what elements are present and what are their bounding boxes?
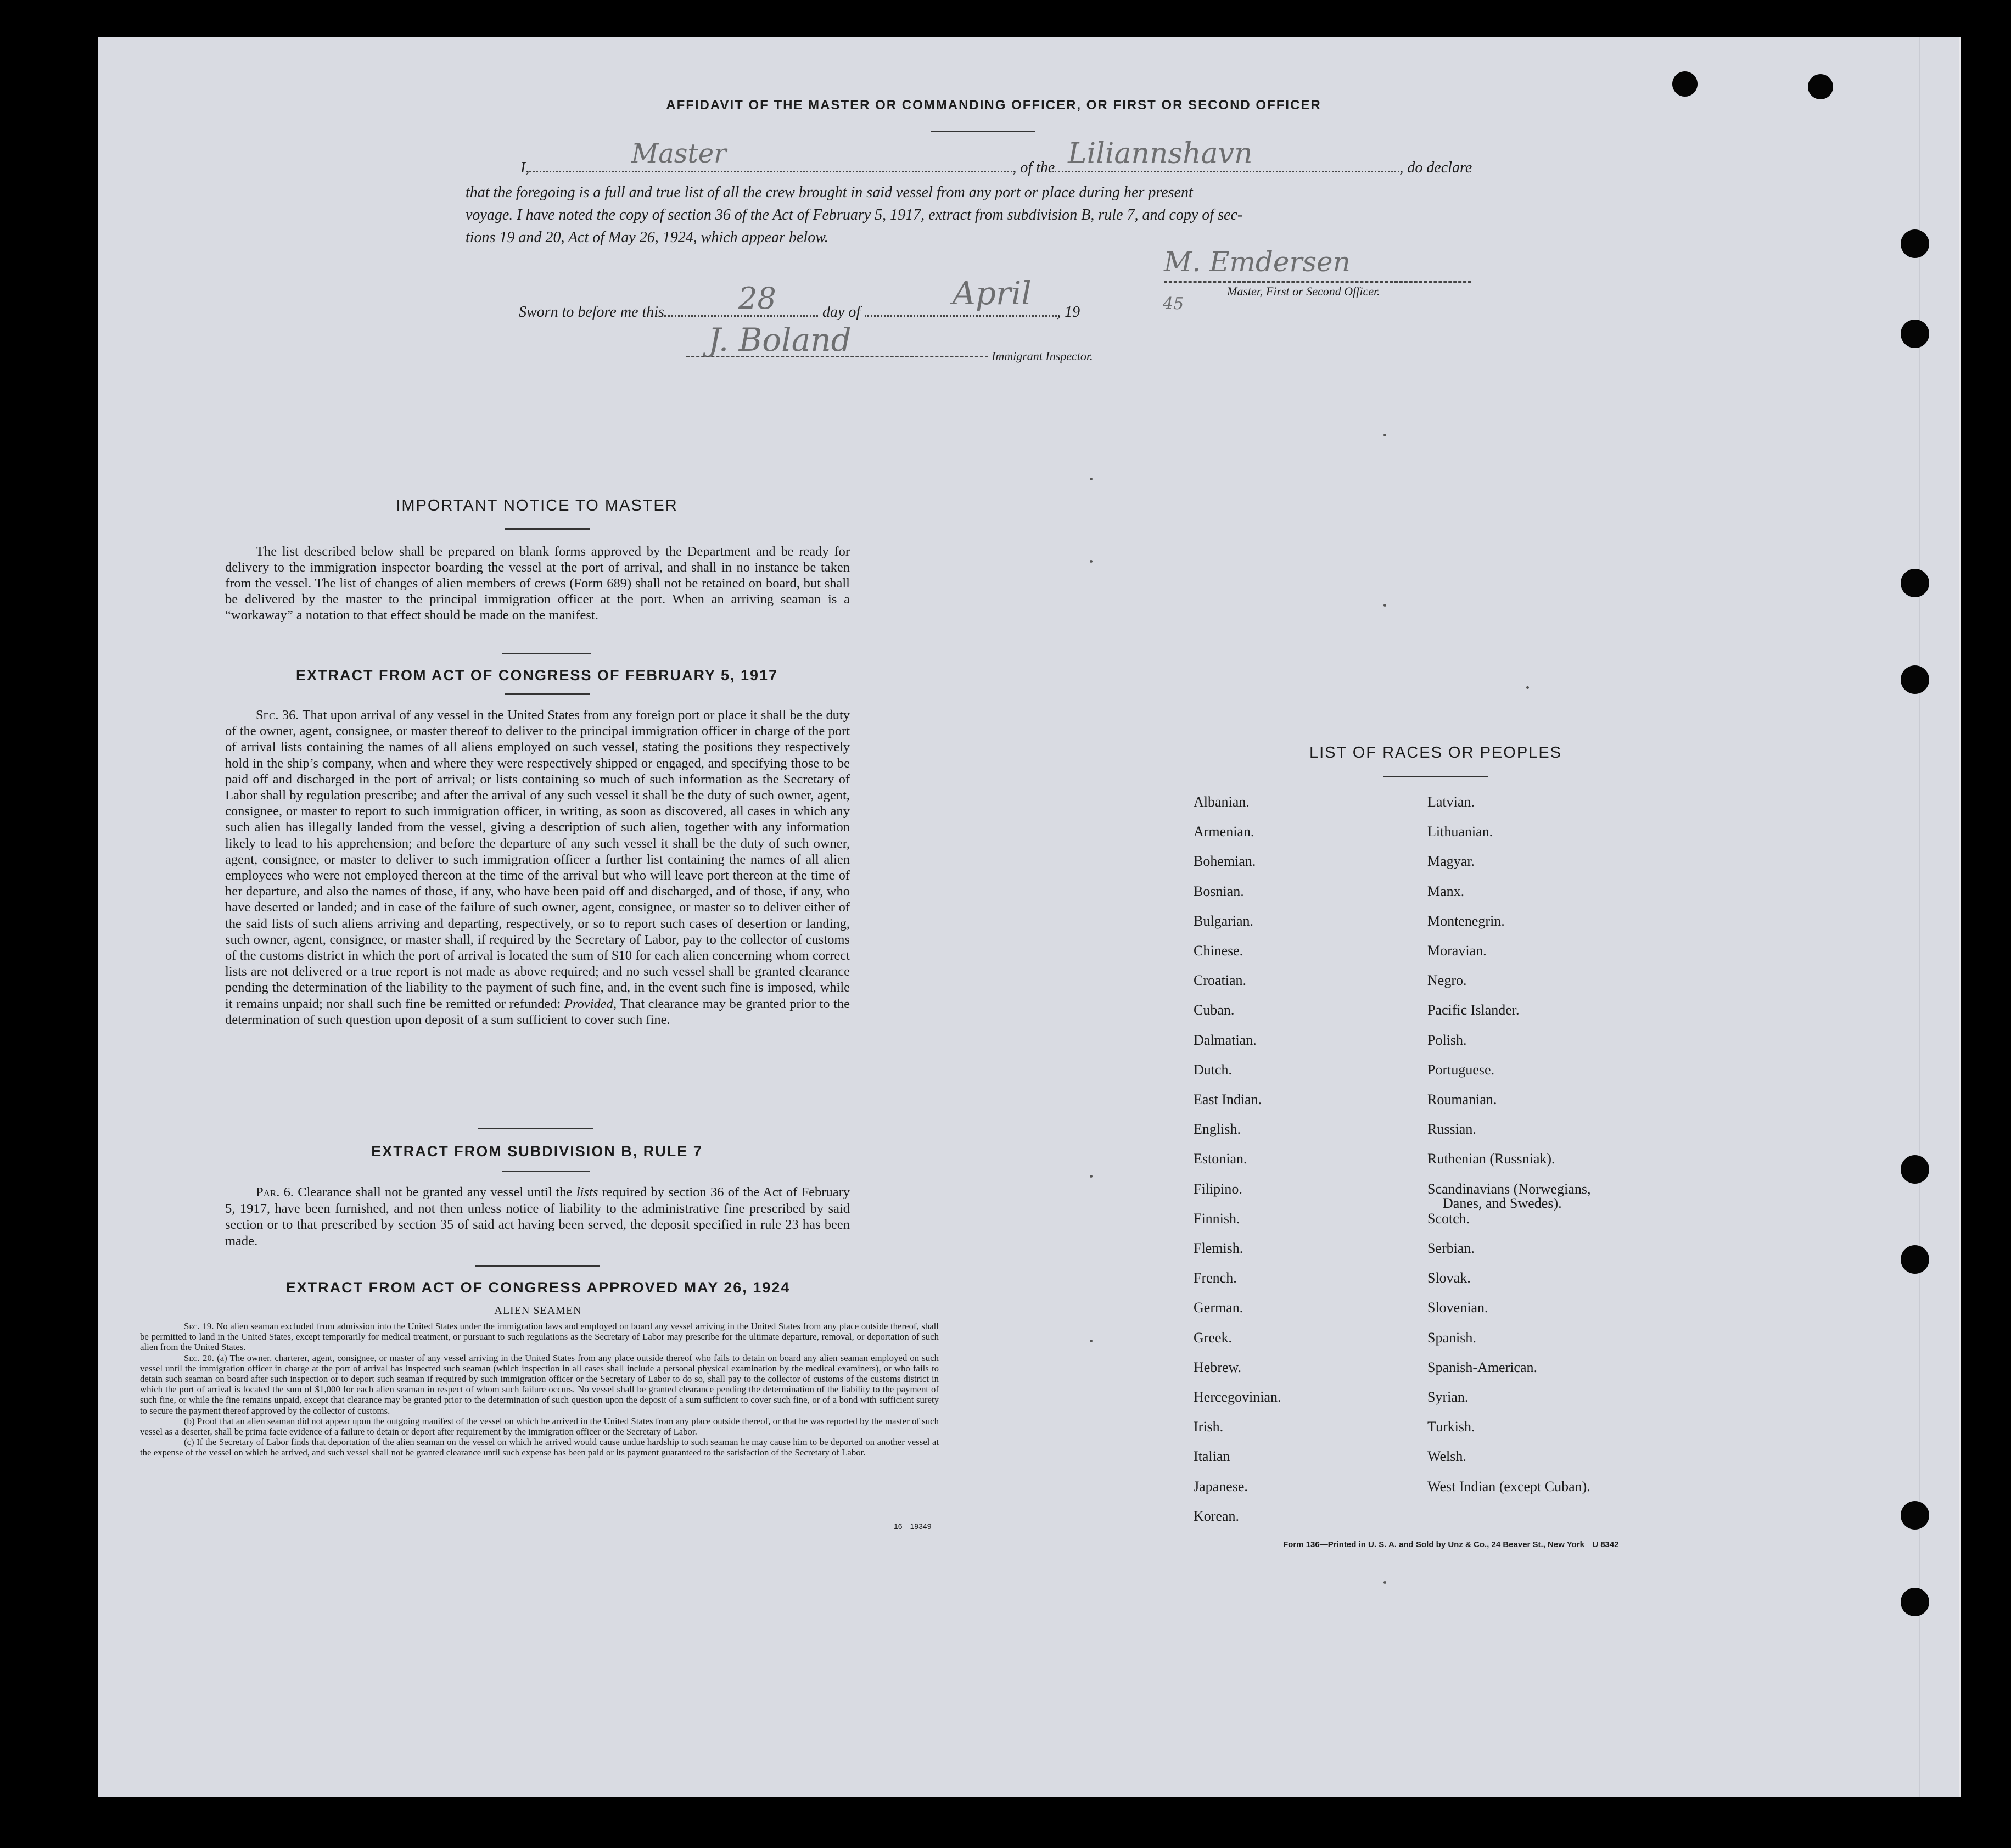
race-item: French. [1194,1270,1237,1286]
punch-hole [1901,1588,1929,1616]
race-item: Croatian. [1194,972,1247,989]
race-item: Bohemian. [1194,853,1256,870]
scan-speck [1383,604,1386,607]
race-item: Magyar. [1427,853,1475,870]
sec-20a-text: (a) The owner, charterer, agent, consignee, or master of any vessel arriving in the United States from any place outside thereof who fails to detain on board any alien seaman employed on such vessel until the immigration officer in charge at the port of arrival has inspected such seaman (which inspection in all cases shall include a personal physical examination by the medical examiners), or who fails to detain such seaman on board after such inspection or to deport such seaman if required by such immigration officer or the Secretary of Labor to do so, shall pay to the collector of customs of the customs district in which the port of arrival is located the sum of $1,000 for each alien seaman in respect of whom such failure occurs. No vessel shall be granted clearance pending the determination of the liability to the payment of such fine, or while the fine remains unpaid, except that clearance may be granted prior to the determination of such question upon the deposit of a sum sufficient to cover such fine, or of a bond with sufficient surety to secure the payment thereof approved by the collector of customs. [140,1352,939,1416]
race-item: Montenegrin. [1427,912,1505,929]
race-item: West Indian (except Cuban). [1427,1478,1590,1494]
race-item: Finnish. [1194,1210,1240,1227]
race-item: Cuban. [1194,1002,1235,1018]
affidavit-declare: , do declare [1399,159,1472,176]
officer-signature-line [1164,281,1471,283]
race-item: Chinese. [1194,943,1243,959]
notice-title: IMPORTANT NOTICE TO MASTER [396,497,678,514]
scan-speck [1090,560,1093,563]
race-item: Portuguese. [1427,1061,1495,1078]
race-item: Dalmatian. [1194,1032,1257,1048]
month-blank [865,315,1057,317]
imprint-footer [1283,1540,1619,1549]
race-item: Serbian. [1427,1240,1475,1256]
name-blank [529,171,1012,172]
scan-speck [1526,686,1529,689]
print-code: 16—19349 [894,1522,932,1531]
race-item: Pacific Islander. [1427,1002,1520,1018]
race-item: Albanian. [1194,794,1250,810]
punch-hole [1901,1245,1929,1274]
provided-word: Provided, [564,996,617,1011]
sec-19-paragraph [140,1321,939,1353]
affidavit-title: AFFIDAVIT OF THE MASTER OR COMMANDING OFFICER, OR FIRST OR SECOND OFFICER [666,98,1321,113]
race-item: Japanese. [1194,1478,1248,1494]
handwritten-month: April [953,275,1032,312]
scan-speck [1383,1581,1386,1584]
sec-20c-text: (c) If the Secretary of Labor finds that deportation of the alien seaman on the vessel on which he arrived would cause undue hardship to such seaman he may cause him to be deported on another vessel at the expense of the vessel on which he arrived, and such vessel shall not be granted clearance until such expense has been paid or its payment guaranteed to the satisfaction of the Secretary of Labor. [140,1437,939,1458]
lists-word: lists [576,1185,598,1200]
handwritten-day: 28 [738,281,776,316]
extract-1924-body [140,1321,939,1458]
race-item: Irish. [1194,1419,1224,1435]
punch-hole [1901,569,1929,597]
race-item: Roumanian. [1427,1091,1497,1107]
scan-speck [1383,434,1386,436]
race-item: Negro. [1427,972,1467,989]
sec-36-text-end: That clearance may be granted prior to the determination of such question upon deposit of a sum sufficient to cover such fine. [225,996,850,1027]
races-rule [1383,776,1488,777]
punch-hole [1901,1155,1929,1184]
divider-3 [475,1265,600,1267]
race-item: Lithuanian. [1427,824,1493,840]
handwritten-master-name: Master [631,138,727,169]
sec-36-label: Sec. 36. [256,708,299,723]
notice-rule [505,528,590,530]
race-item: Turkish. [1427,1419,1475,1435]
race-item: Korean. [1194,1508,1240,1524]
affidavit-i: I, [520,159,530,176]
race-item: Moravian. [1427,943,1487,959]
rule-7-body [225,1184,850,1249]
affidavit-line-4: tions 19 and 20, Act of May 26, 1924, which appear below. [466,229,828,246]
sec-19-text: No alien seaman excluded from admission into the United States under the immigration laws and employed on board any vessel arriving in the United States from any place outside thereof, shall be permitted to land in the United States, except temporarily for medical treatment, or pursuant to such regulations as the Secretary of Labor may prescribe for the ultimate departure, removal, or deportation of such alien from the United States. [140,1321,939,1353]
race-item: Manx. [1427,883,1465,899]
race-item: Scandinavians (Norwegians, [1427,1180,1591,1197]
handwritten-officer-signature: M. Emdersen [1164,246,1351,278]
title-rule [931,131,1035,132]
race-item: Polish. [1427,1032,1467,1048]
race-item: Syrian. [1427,1389,1469,1405]
affidavit-line-3: voyage. I have noted the copy of section 36 of the Act of February 5, 1917, extract from subdivision B, rule 7, and copy of sec- [466,206,1243,223]
extract-1917-title: EXTRACT FROM ACT OF CONGRESS OF FEBRUARY 5, 1917 [295,667,778,684]
affidavit-line-2: that the foregoing is a full and true list of all the crew brought in said vessel from any port or place during her present [466,184,1193,201]
punch-hole [1901,320,1929,348]
notice-body: The list described below shall be prepared on blank forms approved by the Department and be ready for delivery to the immigration inspector boarding the vessel at the port of arrival, and shall in no instance be taken from the vessel. The list of changes of alien members of crews (Form 689) shall not be retained on board, but shall be delivered by the master to the principal immigration officer at the port. When an arriving seaman is a “workaway” a notation to that effect should be made on the manifest. [225,544,850,623]
inspector-caption: Immigrant Inspector. [992,349,1093,363]
race-item: Bosnian. [1194,883,1244,899]
race-item: Flemish. [1194,1240,1243,1256]
races-title: LIST OF RACES OR PEOPLES [1309,744,1562,761]
race-item: Ruthenian (Russniak). [1427,1151,1555,1167]
extract-1917-body [225,707,850,1028]
race-item: German. [1194,1300,1243,1316]
race-item: Dutch. [1194,1061,1233,1078]
race-item: English. [1194,1121,1241,1138]
rule-7-text-a: Clearance shall not be granted any vessel until the [298,1185,573,1200]
scan-speck [1090,478,1093,480]
divider-2 [478,1128,593,1129]
punch-hole [1901,229,1929,258]
sec-19-label: Sec. 19. [184,1321,214,1331]
race-item: Danes, and Swedes). [1443,1195,1562,1211]
officer-caption: Master, First or Second Officer. [1227,284,1380,298]
sec-20b-text: (b) Proof that an alien seaman did not appear upon the outgoing manifest of the vessel on which he arrived in the United States from any place outside thereof, or that he was reported by the master of such vessel as a deserter, shall be prima facie evidence of a failure to detain or deport after requirement by the immigration officer or the Secretary of Labor. [140,1415,939,1437]
race-item: Filipino. [1194,1180,1242,1197]
race-item: Latvian. [1427,794,1475,810]
year-prefix: , 19 [1057,304,1080,321]
scan-speck [1090,1340,1093,1342]
divider-1 [502,653,591,654]
imprint-code: U 8342 [1592,1540,1619,1549]
race-item: Armenian. [1194,824,1254,840]
race-item: Hebrew. [1194,1359,1242,1375]
sec-36-text: That upon arrival of any vessel in the United States from any foreign port or place it shall be the duty of the owner, agent, consignee, or master thereof to deliver to the principal immigration officer in charge of the port of arrival lists containing the names of all aliens employed on such vessel, stating the positions they respectively hold in the ship’s company, when and where they were respectively shipped or engaged, and specifying those to be paid off and discharged in the port of arrival; or lists containing so much of such information as the Secretary of Labor shall by regulation prescribe; and after the arrival of any such vessel it shall be the duty of such owner, agent, consignee, or master to report to such immigration officer, in writing, as soon as discovered, all cases in which any such alien has illegally landed from the vessel, giving a description of such alien, together with any information likely to lead to his apprehension; and before the departure of any such vessel it shall be the duty of such owner, agent, consignee, or master to deliver to such immigration officer a further list containing the names of all alien employees who were not employed thereon at the time of the arrival but who will leave port thereon at the time of her departure, and also the names of those, if any, who have been paid off and discharged, and of those, if any, who have deserted or landed; and in case of the failure of such owner, agent, consignee, or master so to deliver either of the said lists of such aliens arriving and departing, respectively, or so to report such cases of desertion or landing, such owner, agent, consignee, or master shall, if required by the Secretary of Labor, pay to the collector of customs of the customs district in which the port of arrival is located the sum of $10 for each alien concerning whom correct lists are not delivered or a true report is not made as above required; and no such vessel shall be granted clearance pending the determination of the liability to the payment of such fine, and, in the event such fine is imposed, while it remains unpaid; nor shall such fine be remitted or refunded: [225,708,850,1011]
race-item: Slovak. [1427,1270,1471,1286]
handwritten-year: 45 [1163,294,1184,313]
extract-1924-title: EXTRACT FROM ACT OF CONGRESS APPROVED MAY 26, 1924 [285,1279,791,1296]
race-item: Italian [1194,1448,1230,1465]
day-of: day of [822,304,861,321]
race-item: Bulgarian. [1194,912,1254,929]
punch-hole [1901,1501,1929,1530]
vessel-blank [1055,171,1399,172]
sec-20a-paragraph [140,1353,939,1416]
imprint-text: Form 136—Printed in U. S. A. and Sold by Unz & Co., 24 Beaver St., New York [1283,1540,1585,1549]
race-item: Spanish-American. [1427,1359,1538,1375]
handwritten-inspector-signature: J. Boland [708,321,852,359]
handwritten-vessel-name: Liliannshavn [1068,137,1253,170]
race-item: Russian. [1427,1121,1476,1138]
race-item: Greek. [1194,1329,1233,1346]
page-edge [1919,37,1920,1797]
race-item: Hercegovinian. [1194,1389,1281,1405]
race-item: Welsh. [1427,1448,1466,1465]
rule-7-title: EXTRACT FROM SUBDIVISION B, RULE 7 [371,1143,703,1160]
sworn-prefix: Sworn to before me this [519,304,664,321]
race-item: Spanish. [1427,1329,1476,1346]
race-item: Estonian. [1194,1151,1247,1167]
scan-speck [1090,1175,1093,1178]
race-item: Slovenian. [1427,1300,1488,1316]
affidavit-of-the: , of the [1012,159,1055,176]
race-item: East Indian. [1194,1091,1262,1107]
rule-7-text-b: required by section 36 of the Act of February 5, 1917, have been furnished, and not then unless notice of liability to the administrative fine prescribed by said section or to that prescribed by section 35 of said act having been served, the deposit specified in rule 23 has been made. [225,1185,850,1248]
punch-hole [1808,74,1833,99]
extract-1917-rule [505,693,590,695]
rule-7-rule [502,1171,590,1172]
par-6-label: Par. 6. [256,1185,294,1200]
alien-seamen-subtitle: ALIEN SEAMEN [494,1304,582,1317]
punch-hole [1901,665,1929,694]
punch-hole [1672,71,1698,97]
sec-20-label: Sec. 20. [184,1352,214,1363]
race-item: Scotch. [1427,1210,1470,1227]
